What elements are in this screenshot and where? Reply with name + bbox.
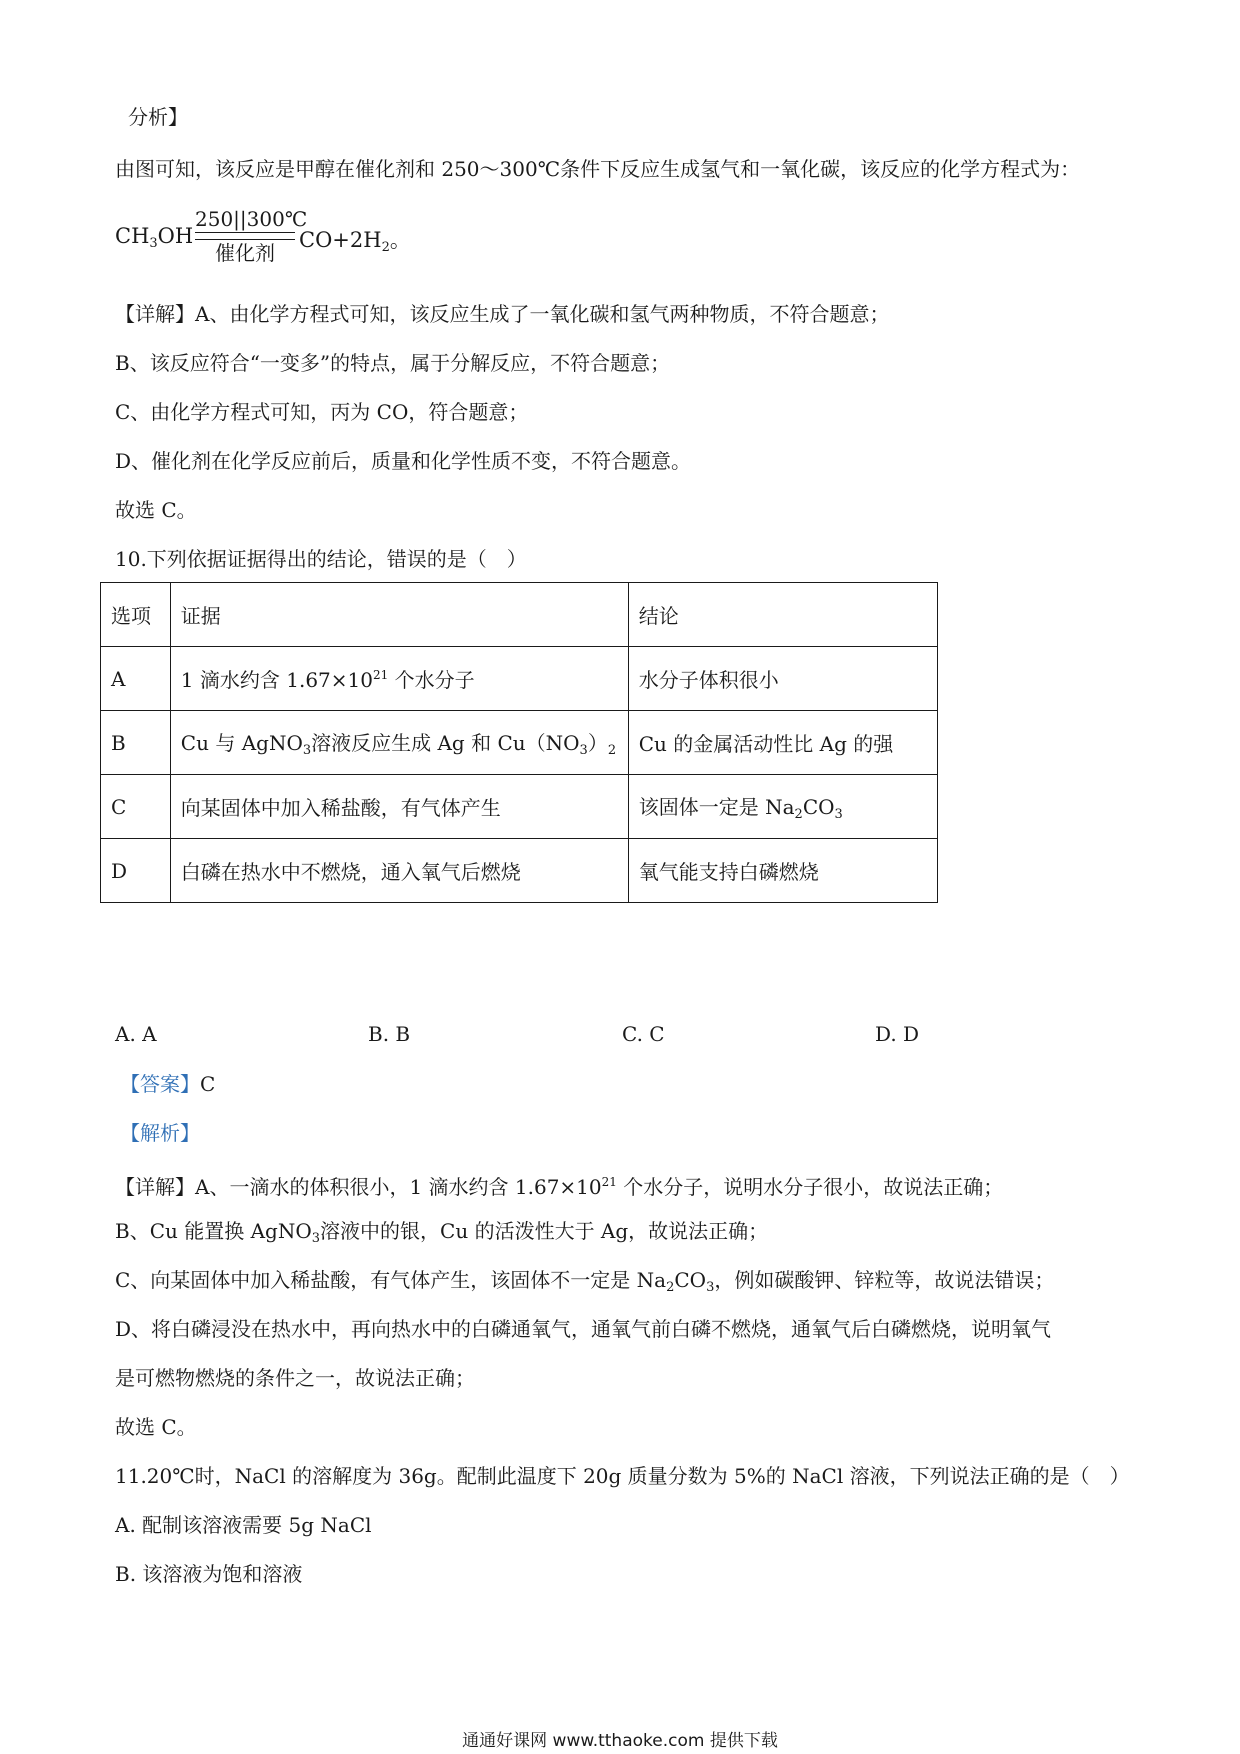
q9-detail-c: C、由化学方程式可知，丙为 CO，符合题意； bbox=[115, 400, 529, 424]
q10-detail-a: 【详解】A、一滴水的体积很小，1 滴水约含 $1.67\times 10^{21}$ 个水分子，说明水分子很小，故说法正确； bbox=[115, 1175, 1004, 1199]
q10-option-d: D. D bbox=[875, 1022, 920, 1046]
q9-detail-d: D、催化剂在化学反应前后，质量和化学性质不变，不符合题意。 bbox=[115, 449, 692, 473]
row-b-evidence: Cu 与 AgNO$_3$溶液反应生成 Ag 和 $Cu(NO_3)_2$ bbox=[170, 711, 628, 775]
header-evidence: 证据 bbox=[170, 583, 628, 647]
table-row bbox=[101, 647, 938, 711]
equation-double-bar bbox=[195, 232, 295, 240]
page-footer: 通通好课网 www.tthaoke.com 提供下载 bbox=[462, 1731, 778, 1751]
row-d-conclusion: 氧气能支持白磷燃烧 bbox=[628, 839, 937, 903]
equation-rhs: $CO+2H_2$。 bbox=[299, 228, 411, 255]
q10-detail-b: B、Cu 能置换 AgNO$_3$溶液中的银，Cu 的活泼性大于 Ag，故说法正确； bbox=[115, 1219, 769, 1246]
row-c-evidence: 向某固体中加入稀盐酸，有气体产生 bbox=[170, 775, 628, 839]
q10-option-c: C. C bbox=[622, 1022, 665, 1046]
table-row bbox=[101, 839, 938, 903]
q9-detail-a: 【详解】A、由化学方程式可知，该反应生成了一氧化碳和氢气两种物质，不符合题意； bbox=[115, 302, 890, 326]
row-a-conclusion: 水分子体积很小 bbox=[628, 647, 937, 711]
q10-stem: 10.下列依据证据得出的结论，错误的是（ ） bbox=[115, 547, 527, 571]
q10-answer: 【答案】C bbox=[120, 1072, 216, 1096]
evidence-table bbox=[100, 582, 938, 903]
q10-option-a: A. A bbox=[115, 1022, 157, 1046]
row-d-option: D bbox=[101, 839, 171, 903]
row-b-conclusion: Cu 的金属活动性比 Ag 的强 bbox=[628, 711, 937, 775]
row-d-evidence: 白磷在热水中不燃烧，通入氧气后燃烧 bbox=[170, 839, 628, 903]
q10-options bbox=[0, 1022, 1240, 1052]
equation-condition-catalyst: 催化剂 bbox=[215, 241, 275, 265]
q10-option-b: B. B bbox=[368, 1022, 411, 1046]
q11-option-b: B. 该溶液为饱和溶液 bbox=[115, 1562, 303, 1586]
equation-condition bbox=[195, 207, 308, 265]
row-a-evidence: 1 滴水约含 $1.67\times 10^{21}$ 个水分子 bbox=[170, 647, 628, 711]
table-row bbox=[101, 775, 938, 839]
row-a-option: A bbox=[101, 647, 171, 711]
q10-analysis-label: 【解析】 bbox=[120, 1121, 200, 1145]
table-header-row bbox=[101, 583, 938, 647]
q11-option-a: A. 配制该溶液需要 5g NaCl bbox=[115, 1513, 372, 1537]
analysis-text: 由图可知，该反应是甲醇在催化剂和 250～300℃条件下反应生成氢气和一氧化碳，该反应的化学方程式为： bbox=[115, 157, 1081, 181]
q9-choice: 故选 C。 bbox=[115, 498, 197, 522]
analysis-heading: 分析】 bbox=[128, 105, 188, 129]
q10-choice: 故选 C。 bbox=[115, 1415, 197, 1439]
q11-stem: 11.20℃时，NaCl 的溶解度为 36g。配制此温度下 20g 质量分数为 5%的 NaCl 溶液，下列说法正确的是（ ） bbox=[115, 1464, 1130, 1488]
header-conclusion: 结论 bbox=[628, 583, 937, 647]
header-option: 选项 bbox=[101, 583, 171, 647]
table-row bbox=[101, 711, 938, 775]
q9-detail-b: B、该反应符合“一变多”的特点，属于分解反应，不符合题意； bbox=[115, 351, 671, 375]
row-c-conclusion: 该固体一定是 $Na_2CO_3$ bbox=[628, 775, 937, 839]
equation-condition-temperature: 250||300℃ bbox=[195, 207, 308, 231]
q10-detail-d1: D、将白磷浸没在热水中，再向热水中的白磷通氧气，通氧气前白磷不燃烧，通氧气后白磷燃烧，说明氧气 bbox=[115, 1317, 1052, 1341]
q10-detail-d2: 是可燃物燃烧的条件之一，故说法正确； bbox=[115, 1366, 475, 1390]
row-c-option: C bbox=[101, 775, 171, 839]
equation-lhs: $CH_3OH$ bbox=[115, 224, 194, 251]
q10-detail-c: C、向某固体中加入稀盐酸，有气体产生，该固体不一定是 $Na_2CO_3$，例如碳酸钾、锌粒等，故说法错误； bbox=[115, 1268, 1055, 1295]
row-b-option: B bbox=[101, 711, 171, 775]
